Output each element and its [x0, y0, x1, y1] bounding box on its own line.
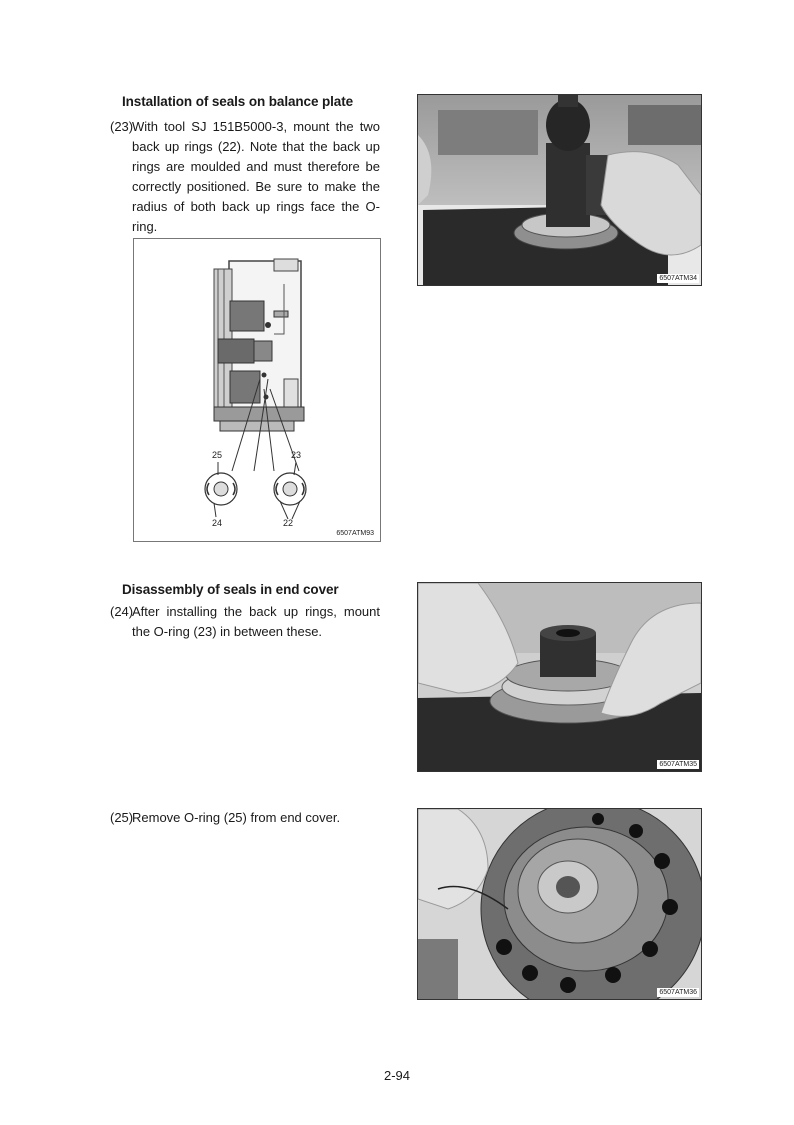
section-heading-end-cover: Disassembly of seals in end cover	[122, 582, 339, 597]
step-text: With tool SJ 151B5000-3, mount the two back up rings (22). Note that the back up rings are moulded and must therefore be correctly positioned. Be sure to make the radius of both back up rings face the O-ring.	[132, 119, 380, 234]
step-number: (23)	[110, 119, 134, 134]
photo-mounting-o-ring	[417, 582, 702, 772]
balance-plate-seal-diagram	[133, 238, 381, 542]
callout-24: 24	[212, 518, 223, 528]
photo-image	[418, 809, 701, 999]
step-text: After installing the back up rings, mount the O-ring (23) in between these.	[132, 604, 380, 639]
section-heading-balance-plate: Installation of seals on balance plate	[122, 94, 354, 109]
step-text: Remove O-ring (25) from end cover.	[132, 810, 341, 825]
page-number: 2-94	[383, 1068, 411, 1083]
step-23	[110, 117, 380, 237]
callout-22: 22	[283, 518, 294, 528]
photo-tool-mounting-back-up-rings	[417, 94, 702, 286]
figure-code: 6507ATM93	[336, 530, 374, 537]
step-number: (25)	[110, 810, 134, 825]
photo-image	[418, 95, 701, 285]
photo-code: 6507ATM36	[659, 989, 697, 996]
callout-25: 25	[212, 450, 223, 460]
step-25	[110, 808, 380, 830]
step-24	[110, 602, 380, 646]
photo-removing-o-ring-end-cover	[417, 808, 702, 1000]
photo-code: 6507ATM35	[659, 761, 697, 768]
photo-image	[418, 583, 701, 771]
callout-23: 23	[291, 450, 302, 460]
cross-section-drawing	[134, 239, 380, 541]
photo-code: 6507ATM34	[659, 275, 697, 282]
step-number: (24)	[110, 604, 134, 619]
